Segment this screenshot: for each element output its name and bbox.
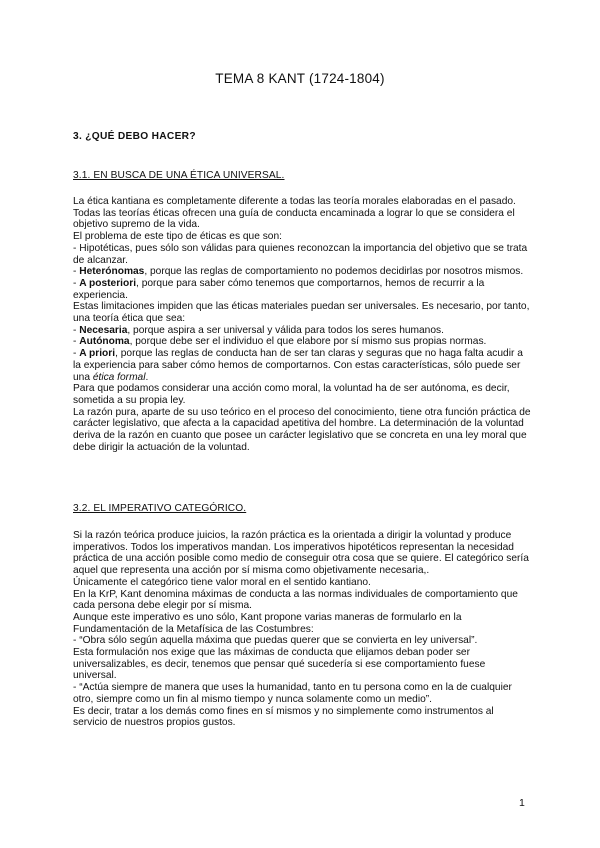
formulation: - “Obra sólo según aquella máxima que puedas querer que se convierta en ley universal”.	[73, 635, 478, 647]
term: Necesaria	[79, 324, 128, 336]
list-item: - Hipotéticas, pues sólo son válidas para quienes reconozcan la importancia del objetivo que se trata de alcanzar.	[73, 242, 528, 266]
section-3-1-body	[73, 196, 531, 453]
list-item: - Necesaria, porque aspira a ser universal y válida para todos los seres humanos.	[73, 324, 444, 336]
paragraph: La ética kantiana es completamente diferente a todas las teoría morales elaboradas en el pasado. Todas las teorías éticas ofrecen una guía de conducta encaminada a lograr lo que se considera el objetivo supremo de la vida.	[73, 196, 516, 231]
paragraph: Si la razón teórica produce juicios, la razón práctica es la orientada a dirigir la voluntad y produce imperativos. Todos los imperativos mandan. Los imperativos hipotéticos representan la necesidad práctica de una acción posible como medio de conseguir otra cosa que se quiere. El categórico sería aquel que representa una acción por sí misma como objetivamente necesaria,.	[73, 530, 529, 577]
paragraph: Estas limitaciones impiden que las éticas materiales puedan ser universales. Es necesario, por tanto, una teoría ética que sea:	[73, 301, 530, 325]
subsection-heading-3-1: 3.1. EN BUSCA DE UNA ÉTICA UNIVERSAL.	[73, 170, 285, 181]
formulation: - “Actúa siempre de manera que uses la humanidad, tanto en tu persona como en la de cualquier otro, siempre como un fin al mismo tiempo y nunca solamente como un medio”.	[73, 682, 512, 705]
term: A posteriori	[79, 277, 137, 289]
paragraph: La razón pura, aparte de su uso teórico en el proceso del conocimiento, tiene otra función práctica de carácter legislativo, que afecta a la capacidad apetitiva del hombre. La determinación de la voluntad deriva de la razón en cuanto que posee un carácter legislativo que se concreta en una ley moral que debe dirigir la actuación de la voluntad.	[73, 406, 531, 453]
list-item: - A priori, porque las reglas de conducta han de ser tan claras y seguras que no haga falta acudir a la experiencia para saber cómo hemos de comportarnos. Con estas características, sólo puede ser una ética formal.	[73, 348, 523, 383]
paragraph: En la KrP, Kant denomina máximas de conducta a las normas individuales de comportamiento que cada persona debe elegir por sí misma.	[73, 588, 518, 612]
paragraph: Únicamente el categórico tiene valor moral en el sentido kantiano.	[73, 576, 371, 588]
paragraph: El problema de este tipo de éticas es que son:	[73, 231, 282, 243]
paragraph: Para que podamos considerar una acción como moral, la voluntad ha de ser autónoma, es decir, sometida a su propia ley.	[73, 383, 510, 406]
paragraph: Aunque este imperativo es uno sólo, Kant propone varias maneras de formularlo en la Fundamentación de la Metafísica de las Costumbres:	[73, 611, 462, 635]
paragraph: Es decir, tratar a los demás como fines en sí mismos y no simplemente como instrumentos al servicio de nuestros propios gustos.	[73, 705, 494, 729]
section-3-2-body	[73, 530, 531, 729]
list-item: - A posteriori, porque para saber cómo tenemos que comportarnos, hemos de recurrir a la experiencia.	[73, 277, 485, 301]
paragraph: Esta formulación nos exige que las máximas de conducta que elijamos deban poder ser universalizables, es decir, tenemos que pensar qué sucedería si ese comportamiento fuese universal.	[73, 647, 486, 682]
page-number: 1	[519, 797, 525, 809]
emphasis: ética formal	[92, 371, 146, 383]
term: A priori	[79, 348, 116, 360]
term: Autónoma	[79, 336, 130, 348]
term: Heterónomas	[79, 266, 145, 278]
subsection-heading-3-2: 3.2. EL IMPERATIVO CATEGÓRICO.	[73, 503, 247, 514]
list-item: - Autónoma, porque debe ser el individuo el que elabore por sí mismo sus propias normas.	[73, 336, 487, 348]
document-title: TEMA 8 KANT (1724-1804)	[215, 71, 385, 86]
section-heading: 3. ¿QUÉ DEBO HACER?	[73, 131, 196, 142]
list-item: - Heterónomas, porque las reglas de comportamiento no podemos decidirlas por nosotros mismos.	[73, 266, 524, 278]
